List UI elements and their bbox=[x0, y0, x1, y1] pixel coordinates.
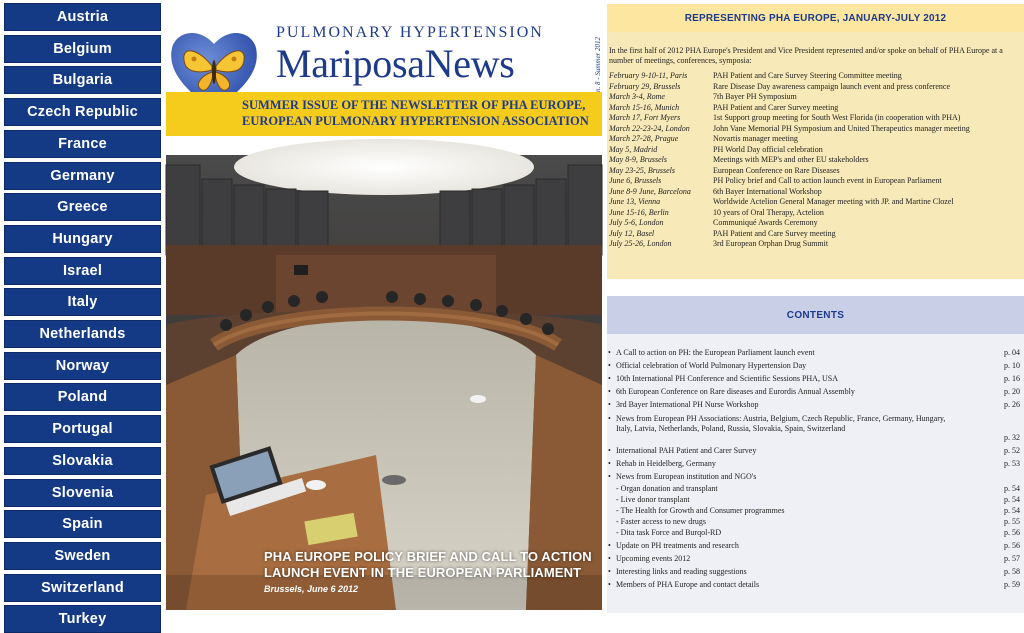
representing-header: REPRESENTING PHA EUROPE, JANUARY-JULY 2012 bbox=[607, 4, 1024, 32]
event-row bbox=[609, 197, 1021, 208]
event-row bbox=[609, 82, 1021, 93]
event-date: July 25-26, London bbox=[609, 239, 672, 248]
country-link-switzerland[interactable]: Switzerland bbox=[4, 574, 161, 602]
contents-item-page: p. 54 bbox=[1004, 506, 1020, 515]
event-date: July 12, Basel bbox=[609, 228, 655, 238]
event-date: February 9-10-11, Paris bbox=[609, 71, 688, 80]
country-link-spain[interactable]: Spain bbox=[4, 510, 161, 538]
newsletter-masthead bbox=[166, 4, 602, 136]
event-description: PAH Patient and Carer Survey meeting bbox=[713, 102, 839, 112]
contents-item-page: p. 57 bbox=[1004, 554, 1020, 563]
contents-item-title: - Dita task Force and Burqol-RD bbox=[616, 528, 722, 537]
event-description: 3rd European Orphan Drug Summit bbox=[713, 239, 829, 248]
event-description: Communiqué Awards Ceremony bbox=[713, 218, 818, 227]
country-link-czech-republic[interactable]: Czech Republic bbox=[4, 98, 161, 126]
event-date: June 6, Brussels bbox=[609, 176, 662, 185]
country-link-belgium[interactable]: Belgium bbox=[4, 35, 161, 63]
contents-panel bbox=[607, 296, 1024, 613]
masthead-subtitle-line1: SUMMER ISSUE OF THE NEWSLETTER OF PHA EUROPE, bbox=[242, 98, 586, 112]
bullet-icon: • bbox=[608, 567, 611, 576]
country-nav bbox=[0, 0, 163, 628]
event-row bbox=[609, 218, 1021, 229]
event-row bbox=[609, 103, 1021, 114]
country-link-sweden[interactable]: Sweden bbox=[4, 542, 161, 570]
event-date: May 5, Madrid bbox=[609, 144, 658, 154]
contents-item-title: News from European institution and NGO's bbox=[616, 472, 757, 481]
event-date: May 23-25, Brussels bbox=[609, 165, 675, 175]
event-date: March 22-23-24, London bbox=[609, 123, 690, 133]
contents-item-title: Members of PHA Europe and contact details bbox=[616, 580, 760, 589]
contents-item-title: Official celebration of World Pulmonary Hypertension Day bbox=[616, 361, 807, 370]
country-link-israel[interactable]: Israel bbox=[4, 257, 161, 285]
event-date: June 13, Vienna bbox=[609, 197, 661, 206]
masthead-title: MariposaNews bbox=[276, 41, 515, 86]
contents-item-title: - Faster access to new drugs bbox=[616, 517, 706, 526]
bullet-icon: • bbox=[608, 554, 611, 563]
masthead-supertitle: PULMONARY HYPERTENSION bbox=[276, 24, 544, 41]
event-description: Rare Disease Day awareness campaign launch event and press conference bbox=[713, 81, 950, 91]
country-link-italy[interactable]: Italy bbox=[4, 288, 161, 316]
contents-item-title: 3rd Bayer International PH Nurse Workshop bbox=[616, 400, 759, 409]
event-row bbox=[609, 239, 1021, 250]
country-link-hungary[interactable]: Hungary bbox=[4, 225, 161, 253]
contents-item-title: News from European PH Associations: Austria, Belgium, Czech Republic, France, Germany, Hungary, Italy, Latvia, Netherlands, Poland, Russia, Slovakia, Spain, Switzerland bbox=[616, 414, 946, 433]
event-row bbox=[609, 176, 1021, 187]
country-link-bulgaria[interactable]: Bulgaria bbox=[4, 66, 161, 94]
country-link-norway[interactable]: Norway bbox=[4, 352, 161, 380]
contents-header: CONTENTS bbox=[607, 296, 1024, 334]
event-date: February 29, Brussels bbox=[609, 81, 681, 91]
representing-panel bbox=[607, 4, 1024, 279]
event-description: 7th Bayer PH Symposium bbox=[713, 92, 797, 101]
contents-item-title: - The Health for Growth and Consumer programmes bbox=[616, 506, 785, 515]
cover-caption-line2: LAUNCH EVENT IN THE EUROPEAN PARLIAMENT bbox=[264, 565, 582, 580]
contents-item-title: Upcoming events 2012 bbox=[616, 554, 691, 563]
bullet-icon: • bbox=[608, 580, 611, 589]
event-description: John Vane Memorial PH Symposium and United Therapeutics manager meeting bbox=[713, 123, 970, 133]
representing-intro: In the first half of 2012 PHA Europe's President and Vice President represented and/or spoke on behalf of PHA Europe at a number of meetings, conferences, symposia: bbox=[609, 46, 1003, 65]
country-link-turkey[interactable]: Turkey bbox=[4, 605, 161, 633]
event-row bbox=[609, 134, 1021, 145]
event-description: 1st Support group meeting for South West Florida (in cooperation with PHA) bbox=[713, 113, 961, 122]
event-row bbox=[609, 71, 1021, 82]
contents-item-title: - Live donor transplant bbox=[616, 495, 690, 504]
contents-item-page: p. 56 bbox=[1004, 541, 1020, 550]
event-description: PH Policy brief and Call to action launch event in European Parliament bbox=[713, 176, 942, 185]
event-description: PAH Patient and Care Survey meeting bbox=[713, 228, 836, 238]
contents-item-page: p. 52 bbox=[1004, 446, 1020, 455]
event-row bbox=[609, 155, 1021, 166]
event-row bbox=[609, 208, 1021, 219]
issue-number: n. 8 - Summer 2012 bbox=[594, 36, 602, 92]
cover-date: Brussels, June 6 2012 bbox=[264, 584, 359, 594]
event-date: June 15-16, Berlin bbox=[609, 207, 669, 217]
contents-item-page: p. 53 bbox=[1004, 459, 1020, 468]
event-row bbox=[609, 187, 1021, 198]
masthead-subtitle-band bbox=[166, 92, 602, 136]
contents-item-page: p. 55 bbox=[1004, 517, 1020, 526]
contents-item-page: p. 26 bbox=[1004, 400, 1020, 409]
event-date: March 15-16, Munich bbox=[609, 102, 680, 112]
country-link-france[interactable]: France bbox=[4, 130, 161, 158]
contents-item-title: Interesting links and reading suggestions bbox=[616, 567, 747, 576]
bullet-icon: • bbox=[608, 459, 611, 468]
event-date: May 8-9, Brussels bbox=[609, 155, 667, 164]
event-description: Novartis manager meeting bbox=[713, 134, 798, 143]
event-description: 10 years of Oral Therapy, Actelion bbox=[713, 207, 824, 217]
contents-item-title: Update on PH treatments and research bbox=[616, 541, 739, 550]
bullet-icon: • bbox=[608, 446, 611, 455]
contents-item-page: p. 54 bbox=[1004, 495, 1020, 504]
contents-item-page: p. 20 bbox=[1004, 387, 1020, 396]
contents-item-title: 10th International PH Conference and Scientific Sessions PHA, USA bbox=[616, 374, 838, 383]
contents-item-title: A Call to action on PH: the European Parliament launch event bbox=[616, 348, 815, 357]
event-row bbox=[609, 92, 1021, 103]
contents-item-page: p. 56 bbox=[1004, 528, 1020, 537]
event-description: 6th Bayer International Workshop bbox=[713, 186, 822, 196]
contents-item-page: p. 58 bbox=[1004, 567, 1020, 576]
event-row bbox=[609, 145, 1021, 156]
contents-item-page: p. 10 bbox=[1004, 361, 1020, 370]
event-date: March 27-28, Prague bbox=[609, 134, 679, 143]
event-date: March 3-4, Rome bbox=[609, 92, 665, 101]
event-description: PH World Day official celebration bbox=[713, 144, 823, 154]
bullet-icon: • bbox=[608, 387, 611, 396]
contents-item-page: p. 32 bbox=[1004, 433, 1020, 442]
contents-item-title: Rehab in Heidelberg, Germany bbox=[616, 459, 716, 468]
contents-item-title: International PAH Patient and Carer Survey bbox=[616, 446, 757, 455]
event-date: July 5-6, London bbox=[609, 218, 664, 227]
parliament-meeting-room-image bbox=[166, 155, 602, 610]
bullet-icon: • bbox=[608, 361, 611, 370]
event-list bbox=[609, 71, 1021, 250]
country-link-portugal[interactable]: Portugal bbox=[4, 415, 161, 443]
contents-item-page: p. 54 bbox=[1004, 484, 1020, 493]
country-link-slovakia[interactable]: Slovakia bbox=[4, 447, 161, 475]
contents-item-page: p. 59 bbox=[1004, 580, 1020, 589]
masthead-subtitle-line2: EUROPEAN PULMONARY HYPERTENSION ASSOCIATION bbox=[242, 114, 589, 128]
bullet-icon: • bbox=[608, 348, 611, 357]
event-description: Meetings with MEP's and other EU stakeholders bbox=[713, 155, 869, 164]
event-description: European Conference on Rare Diseases bbox=[713, 165, 840, 175]
country-link-poland[interactable]: Poland bbox=[4, 383, 161, 411]
event-row bbox=[609, 113, 1021, 124]
country-link-netherlands[interactable]: Netherlands bbox=[4, 320, 161, 348]
country-link-germany[interactable]: Germany bbox=[4, 162, 161, 190]
country-link-austria[interactable]: Austria bbox=[4, 3, 161, 31]
contents-item-title: - Organ donation and transplant bbox=[616, 484, 718, 493]
cover-photo bbox=[166, 155, 602, 610]
cover-caption-line1: PHA EUROPE POLICY BRIEF AND CALL TO ACTION bbox=[264, 549, 592, 564]
contents-item-title: 6th European Conference on Rare diseases and Eurordis Annual Assembly bbox=[616, 387, 855, 396]
country-link-slovenia[interactable]: Slovenia bbox=[4, 479, 161, 507]
bullet-icon: • bbox=[608, 472, 611, 481]
event-row bbox=[609, 166, 1021, 177]
country-link-greece[interactable]: Greece bbox=[4, 193, 161, 221]
event-date: March 17, Fort Myers bbox=[609, 113, 681, 122]
bullet-icon: • bbox=[608, 541, 611, 550]
event-description: PAH Patient and Care Survey Steering Committee meeting bbox=[713, 71, 902, 80]
bullet-icon: • bbox=[608, 414, 611, 423]
contents-item-page: p. 04 bbox=[1004, 348, 1020, 357]
contents-item-page: p. 16 bbox=[1004, 374, 1020, 383]
event-row bbox=[609, 124, 1021, 135]
event-description: Worldwide Actelion General Manager meeting with JP. and Martine Clozel bbox=[713, 197, 954, 206]
bullet-icon: • bbox=[608, 374, 611, 383]
bullet-icon: • bbox=[608, 400, 611, 409]
event-row bbox=[609, 229, 1021, 240]
event-date: June 8-9 June, Barcelona bbox=[609, 186, 691, 196]
